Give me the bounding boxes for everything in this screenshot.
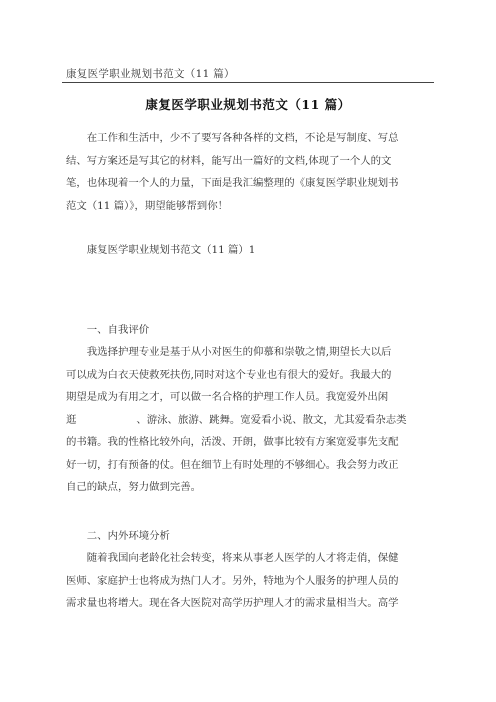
section-1-heading bbox=[66, 319, 432, 342]
paragraph-line-with-gap bbox=[66, 409, 432, 432]
paragraph-line: 需求量也将增大。现在各大医院对高学历护理人才的需求量相当大。高学 bbox=[66, 597, 399, 609]
paragraph-line: 的书籍。我的性格比较外向，活泼、开朗，做事比较有方案宽爱事先支配 bbox=[66, 436, 399, 448]
paragraph-fragment: 、游泳、旅游、跳舞。宽爱看小说、散文，尤其爱看杂志类 bbox=[136, 413, 407, 426]
intro-line: 结、写方案还是写其它的材料，能写出一篇好的文档,体现了一个人的文 bbox=[66, 154, 392, 167]
intro-line: 范文（11 篇）》，期望能够帮到你！ bbox=[66, 199, 228, 212]
section-2-heading bbox=[66, 525, 432, 548]
paragraph-line: 可以成为白衣天使救死扶伤,同时对这个专业也有很大的爱好。我最大的 bbox=[66, 368, 392, 381]
subheading-text: 康复医学职业规划书范文（11 篇）1 bbox=[86, 244, 256, 256]
header-divider bbox=[62, 82, 434, 83]
section-2-paragraph bbox=[66, 547, 432, 615]
section-heading-text: 一、自我评价 bbox=[86, 324, 150, 336]
intro-line: 在工作和生活中，少不了要写各种各样的文档，不论是写制度、写总 bbox=[86, 132, 399, 144]
paragraph-line: 自己的缺点，努力做到完善。 bbox=[66, 481, 202, 493]
paragraph-line: 随着我国向老龄化社会转变，将来从事老人医学的人才将走俏，保健 bbox=[86, 552, 399, 564]
document-title: 康复医学职业规划书范文（11 篇） bbox=[145, 97, 351, 112]
subheading-1 bbox=[66, 239, 432, 262]
paragraph-fragment: 逛 bbox=[66, 413, 77, 426]
paragraph-line: 好一切，打有预备的仗。但在细节上有时处理的不够细心。我会努力改正 bbox=[66, 458, 399, 471]
intro-paragraph bbox=[66, 127, 432, 217]
intro-line: 笔，也体现着一个人的力量，下面是我汇编整理的《康复医学职业规划书 bbox=[66, 177, 399, 189]
paragraph-line: 期望是成为有用之才，可以做一名合格的护理工作人员。我宽爱外出闲 bbox=[66, 391, 389, 403]
running-header: 康复医学职业规划书范文（11 篇） bbox=[66, 68, 235, 80]
section-heading-text: 二、内外环境分析 bbox=[86, 530, 170, 542]
section-1-paragraph bbox=[66, 341, 432, 499]
paragraph-line: 医师、家庭护士也将成为热门人才。另外，特地为个人服务的护理人员的 bbox=[66, 574, 399, 587]
paragraph-line: 我选择护理专业是基于从小对医生的仰慕和崇敬之情,期望长大以后 bbox=[86, 346, 392, 358]
